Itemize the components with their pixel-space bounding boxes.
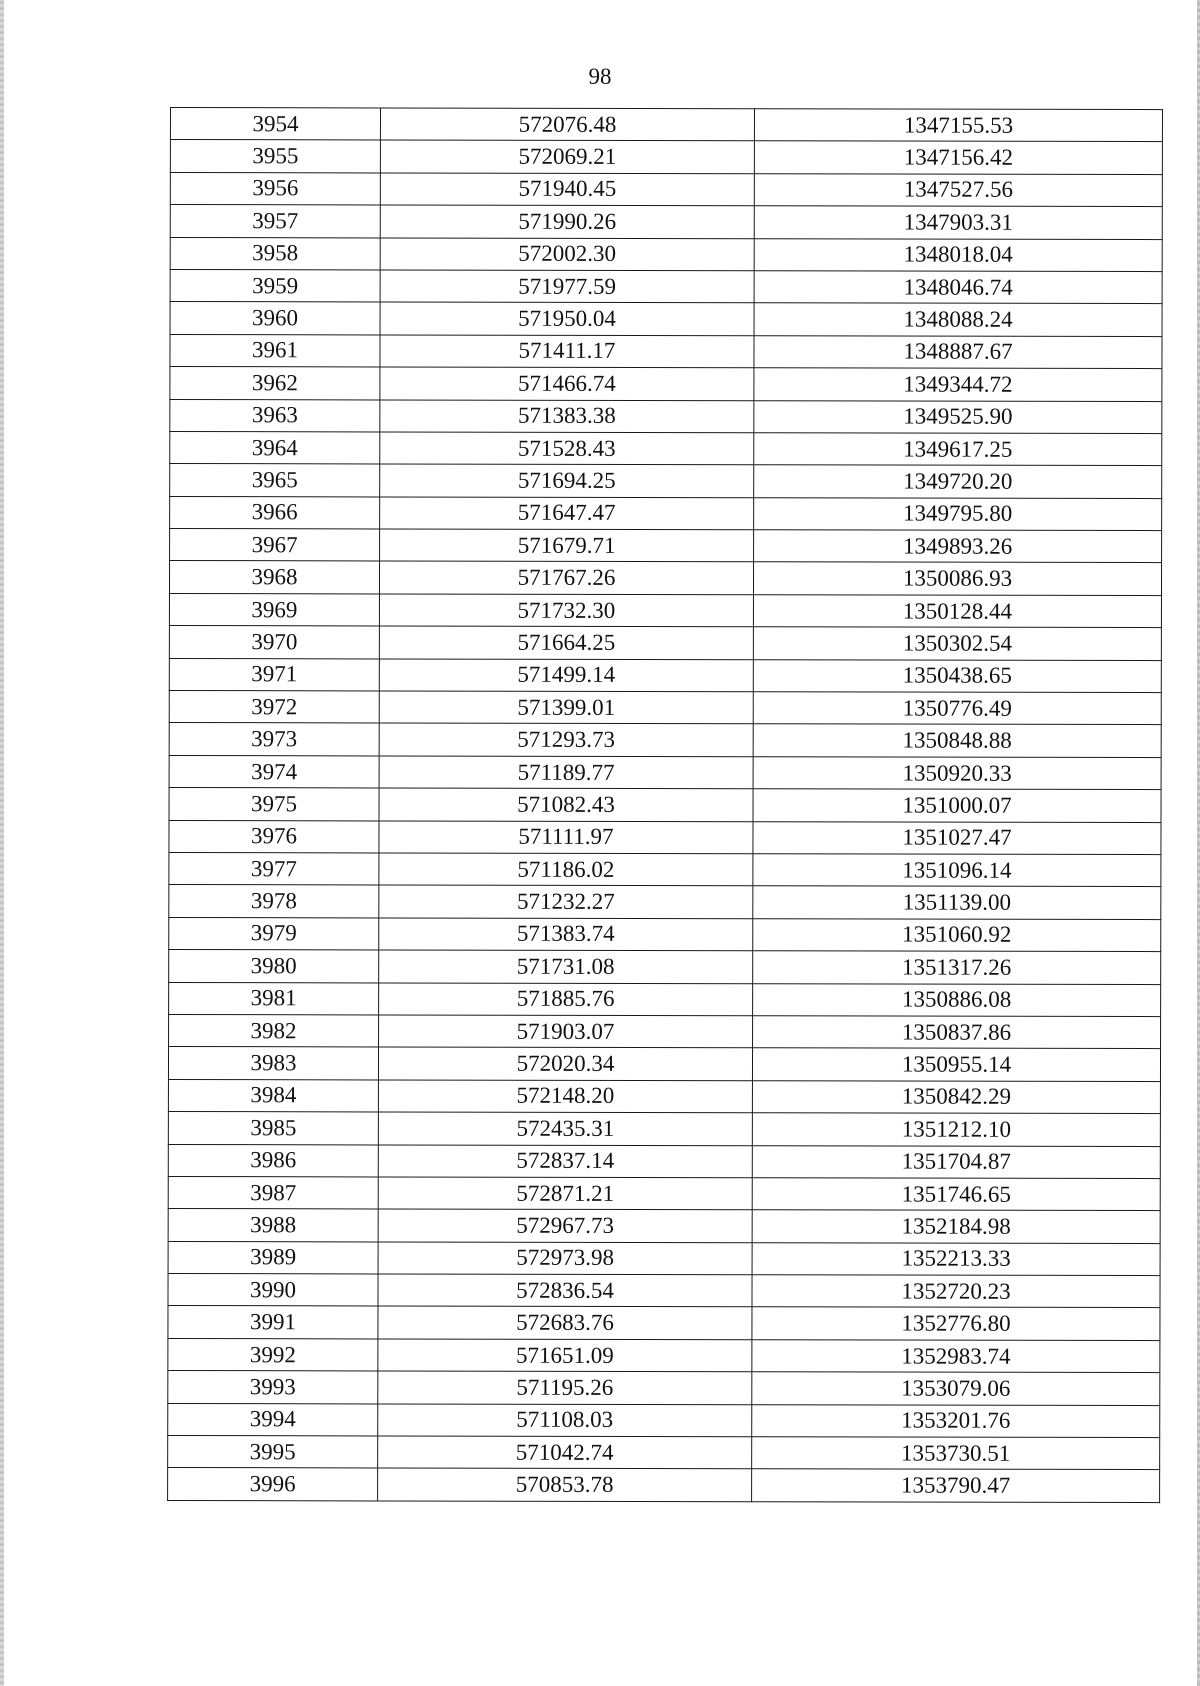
table-row <box>168 1306 1160 1340</box>
y-coordinate-cell: 1352184.98 <box>752 1210 1160 1243</box>
y-coordinate-cell: 1352776.80 <box>752 1307 1160 1340</box>
x-coordinate-cell: 572683.76 <box>378 1306 752 1339</box>
point-id-cell: 3955 <box>170 140 380 173</box>
y-coordinate-cell: 1349617.25 <box>754 433 1162 466</box>
x-coordinate-cell: 571195.26 <box>378 1371 752 1404</box>
y-coordinate-cell: 1351096.14 <box>753 854 1161 887</box>
y-coordinate-cell: 1348887.67 <box>754 335 1162 368</box>
table-row <box>169 593 1161 627</box>
point-id-cell: 3974 <box>169 755 379 788</box>
point-id-cell: 3984 <box>168 1079 378 1112</box>
y-coordinate-cell: 1350086.93 <box>753 562 1161 595</box>
x-coordinate-cell: 572973.98 <box>378 1242 752 1275</box>
x-coordinate-cell: 571885.76 <box>379 982 753 1015</box>
x-coordinate-cell: 572871.21 <box>378 1177 752 1210</box>
point-id-cell: 3975 <box>169 788 379 821</box>
x-coordinate-cell: 571383.38 <box>380 399 754 432</box>
x-coordinate-cell: 571466.74 <box>380 367 754 400</box>
table-row <box>168 1241 1160 1275</box>
x-coordinate-cell: 571042.74 <box>378 1436 752 1469</box>
table-row <box>170 399 1162 433</box>
table-row <box>168 1274 1160 1308</box>
x-coordinate-cell: 571383.74 <box>379 918 753 951</box>
table-row <box>169 852 1161 886</box>
y-coordinate-cell: 1352213.33 <box>752 1242 1160 1275</box>
x-coordinate-cell: 572076.48 <box>380 108 754 141</box>
y-coordinate-cell: 1350128.44 <box>753 595 1161 628</box>
x-coordinate-cell: 571940.45 <box>380 173 754 206</box>
point-id-cell: 3993 <box>168 1371 378 1404</box>
table-row <box>169 691 1161 725</box>
x-coordinate-cell: 571528.43 <box>380 432 754 465</box>
table-row <box>168 1112 1160 1146</box>
y-coordinate-cell: 1349795.80 <box>754 497 1162 530</box>
table-row <box>169 820 1161 854</box>
table-row <box>169 917 1161 951</box>
y-coordinate-cell: 1352720.23 <box>752 1275 1160 1308</box>
x-coordinate-cell: 572837.14 <box>378 1144 752 1177</box>
point-id-cell: 3967 <box>170 529 380 562</box>
table-row <box>169 626 1161 660</box>
point-id-cell: 3963 <box>170 399 380 432</box>
point-id-cell: 3991 <box>168 1306 378 1339</box>
x-coordinate-cell: 571499.14 <box>379 659 753 692</box>
y-coordinate-cell: 1353201.76 <box>752 1404 1160 1437</box>
x-coordinate-cell: 571732.30 <box>379 594 753 627</box>
y-coordinate-cell: 1347527.56 <box>754 174 1162 207</box>
y-coordinate-cell: 1351704.87 <box>752 1145 1160 1178</box>
table-row <box>170 431 1162 465</box>
point-id-cell: 3981 <box>169 982 379 1015</box>
x-coordinate-cell: 572435.31 <box>378 1112 752 1145</box>
point-id-cell: 3992 <box>168 1338 378 1371</box>
point-id-cell: 3971 <box>169 658 379 691</box>
y-coordinate-cell: 1348046.74 <box>754 271 1162 304</box>
point-id-cell: 3977 <box>169 852 379 885</box>
y-coordinate-cell: 1350886.08 <box>753 983 1161 1016</box>
point-id-cell: 3969 <box>169 593 379 626</box>
y-coordinate-cell: 1351746.65 <box>752 1178 1160 1211</box>
point-id-cell: 3961 <box>170 334 380 367</box>
x-coordinate-cell: 571903.07 <box>379 1015 753 1048</box>
y-coordinate-cell: 1350776.49 <box>753 692 1161 725</box>
x-coordinate-cell: 571082.43 <box>379 788 753 821</box>
y-coordinate-cell: 1349893.26 <box>754 530 1162 563</box>
table-row <box>170 529 1162 563</box>
coordinates-table <box>167 107 1163 1503</box>
point-id-cell: 3958 <box>170 237 380 270</box>
table-row <box>170 464 1162 498</box>
point-id-cell: 3956 <box>170 172 380 205</box>
x-coordinate-cell: 572002.30 <box>380 238 754 271</box>
x-coordinate-cell: 571411.17 <box>380 335 754 368</box>
scan-edge-left <box>0 0 4 1686</box>
table-row <box>170 367 1162 401</box>
point-id-cell: 3964 <box>170 431 380 464</box>
y-coordinate-cell: 1352983.74 <box>752 1340 1160 1373</box>
x-coordinate-cell: 572967.73 <box>378 1209 752 1242</box>
table-row <box>169 561 1161 595</box>
table-row <box>168 1047 1160 1081</box>
point-id-cell: 3980 <box>169 950 379 983</box>
x-coordinate-cell: 571189.77 <box>379 756 753 789</box>
y-coordinate-cell: 1351139.00 <box>753 886 1161 919</box>
table-row <box>169 723 1161 757</box>
y-coordinate-cell: 1349344.72 <box>754 368 1162 401</box>
y-coordinate-cell: 1351060.92 <box>753 918 1161 951</box>
y-coordinate-cell: 1347156.42 <box>754 141 1162 174</box>
y-coordinate-cell: 1353790.47 <box>752 1469 1160 1502</box>
table-row <box>168 1403 1160 1437</box>
table-row <box>170 496 1162 530</box>
x-coordinate-cell: 571399.01 <box>379 691 753 724</box>
y-coordinate-cell: 1349720.20 <box>754 465 1162 498</box>
x-coordinate-cell: 571767.26 <box>379 561 753 594</box>
point-id-cell: 3979 <box>169 917 379 950</box>
point-id-cell: 3965 <box>170 464 380 497</box>
table-row <box>169 755 1161 789</box>
table-row <box>168 1468 1160 1502</box>
y-coordinate-cell: 1350848.88 <box>753 724 1161 757</box>
coordinates-table-body <box>168 108 1163 1503</box>
page-number: 98 <box>588 64 612 89</box>
y-coordinate-cell: 1347155.53 <box>754 109 1162 142</box>
point-id-cell: 3982 <box>169 1014 379 1047</box>
point-id-cell: 3954 <box>170 108 380 141</box>
x-coordinate-cell: 571647.47 <box>380 497 754 530</box>
point-id-cell: 3970 <box>169 626 379 659</box>
y-coordinate-cell: 1351000.07 <box>753 789 1161 822</box>
y-coordinate-cell: 1350920.33 <box>753 757 1161 790</box>
point-id-cell: 3996 <box>168 1468 378 1501</box>
point-id-cell: 3966 <box>170 496 380 529</box>
table-row <box>169 885 1161 919</box>
x-coordinate-cell: 571977.59 <box>380 270 754 303</box>
x-coordinate-cell: 571651.09 <box>378 1339 752 1372</box>
table-row <box>168 1338 1160 1372</box>
table-row <box>170 108 1162 142</box>
table-row <box>170 205 1162 239</box>
y-coordinate-cell: 1353730.51 <box>752 1437 1160 1470</box>
point-id-cell: 3986 <box>168 1144 378 1177</box>
y-coordinate-cell: 1351027.47 <box>753 821 1161 854</box>
y-coordinate-cell: 1347903.31 <box>754 206 1162 239</box>
table-row <box>168 1144 1160 1178</box>
point-id-cell: 3978 <box>169 885 379 918</box>
x-coordinate-cell: 570853.78 <box>378 1468 752 1501</box>
x-coordinate-cell: 571186.02 <box>379 853 753 886</box>
y-coordinate-cell: 1353079.06 <box>752 1372 1160 1405</box>
point-id-cell: 3973 <box>169 723 379 756</box>
point-id-cell: 3995 <box>168 1436 378 1469</box>
x-coordinate-cell: 572836.54 <box>378 1274 752 1307</box>
table-row <box>169 1014 1161 1048</box>
x-coordinate-cell: 572148.20 <box>378 1080 752 1113</box>
y-coordinate-cell: 1350837.86 <box>753 1016 1161 1049</box>
table-row <box>169 950 1161 984</box>
y-coordinate-cell: 1350955.14 <box>752 1048 1160 1081</box>
x-coordinate-cell: 572020.34 <box>378 1047 752 1080</box>
point-id-cell: 3990 <box>168 1274 378 1307</box>
point-id-cell: 3972 <box>169 691 379 724</box>
table-row <box>169 658 1161 692</box>
x-coordinate-cell: 571293.73 <box>379 723 753 756</box>
x-coordinate-cell: 571990.26 <box>380 205 754 238</box>
y-coordinate-cell: 1351317.26 <box>753 951 1161 984</box>
table-row <box>168 1371 1160 1405</box>
y-coordinate-cell: 1348018.04 <box>754 238 1162 271</box>
y-coordinate-cell: 1350842.29 <box>752 1080 1160 1113</box>
y-coordinate-cell: 1350438.65 <box>753 659 1161 692</box>
point-id-cell: 3959 <box>170 269 380 302</box>
y-coordinate-cell: 1349525.90 <box>754 400 1162 433</box>
table-row <box>168 1436 1160 1470</box>
table-row <box>170 140 1162 174</box>
point-id-cell: 3962 <box>170 367 380 400</box>
point-id-cell: 3976 <box>169 820 379 853</box>
table-row <box>170 269 1162 303</box>
x-coordinate-cell: 571679.71 <box>380 529 754 562</box>
point-id-cell: 3985 <box>168 1112 378 1145</box>
table-row <box>170 237 1162 271</box>
x-coordinate-cell: 571694.25 <box>380 464 754 497</box>
table-row <box>170 172 1162 206</box>
table-row <box>169 982 1161 1016</box>
table-row <box>168 1176 1160 1210</box>
y-coordinate-cell: 1348088.24 <box>754 303 1162 336</box>
table-row <box>170 334 1162 368</box>
x-coordinate-cell: 571731.08 <box>379 950 753 983</box>
point-id-cell: 3960 <box>170 302 380 335</box>
x-coordinate-cell: 571232.27 <box>379 885 753 918</box>
y-coordinate-cell: 1350302.54 <box>753 627 1161 660</box>
point-id-cell: 3994 <box>168 1403 378 1436</box>
point-id-cell: 3983 <box>168 1047 378 1080</box>
point-id-cell: 3968 <box>169 561 379 594</box>
table-row <box>168 1209 1160 1243</box>
point-id-cell: 3989 <box>168 1241 378 1274</box>
x-coordinate-cell: 572069.21 <box>380 140 754 173</box>
table-row <box>170 302 1162 336</box>
x-coordinate-cell: 571664.25 <box>379 626 753 659</box>
point-id-cell: 3987 <box>168 1176 378 1209</box>
point-id-cell: 3988 <box>168 1209 378 1242</box>
x-coordinate-cell: 571108.03 <box>378 1404 752 1437</box>
table-row <box>168 1079 1160 1113</box>
x-coordinate-cell: 571950.04 <box>380 302 754 335</box>
y-coordinate-cell: 1351212.10 <box>752 1113 1160 1146</box>
table-row <box>169 788 1161 822</box>
point-id-cell: 3957 <box>170 205 380 238</box>
x-coordinate-cell: 571111.97 <box>379 821 753 854</box>
